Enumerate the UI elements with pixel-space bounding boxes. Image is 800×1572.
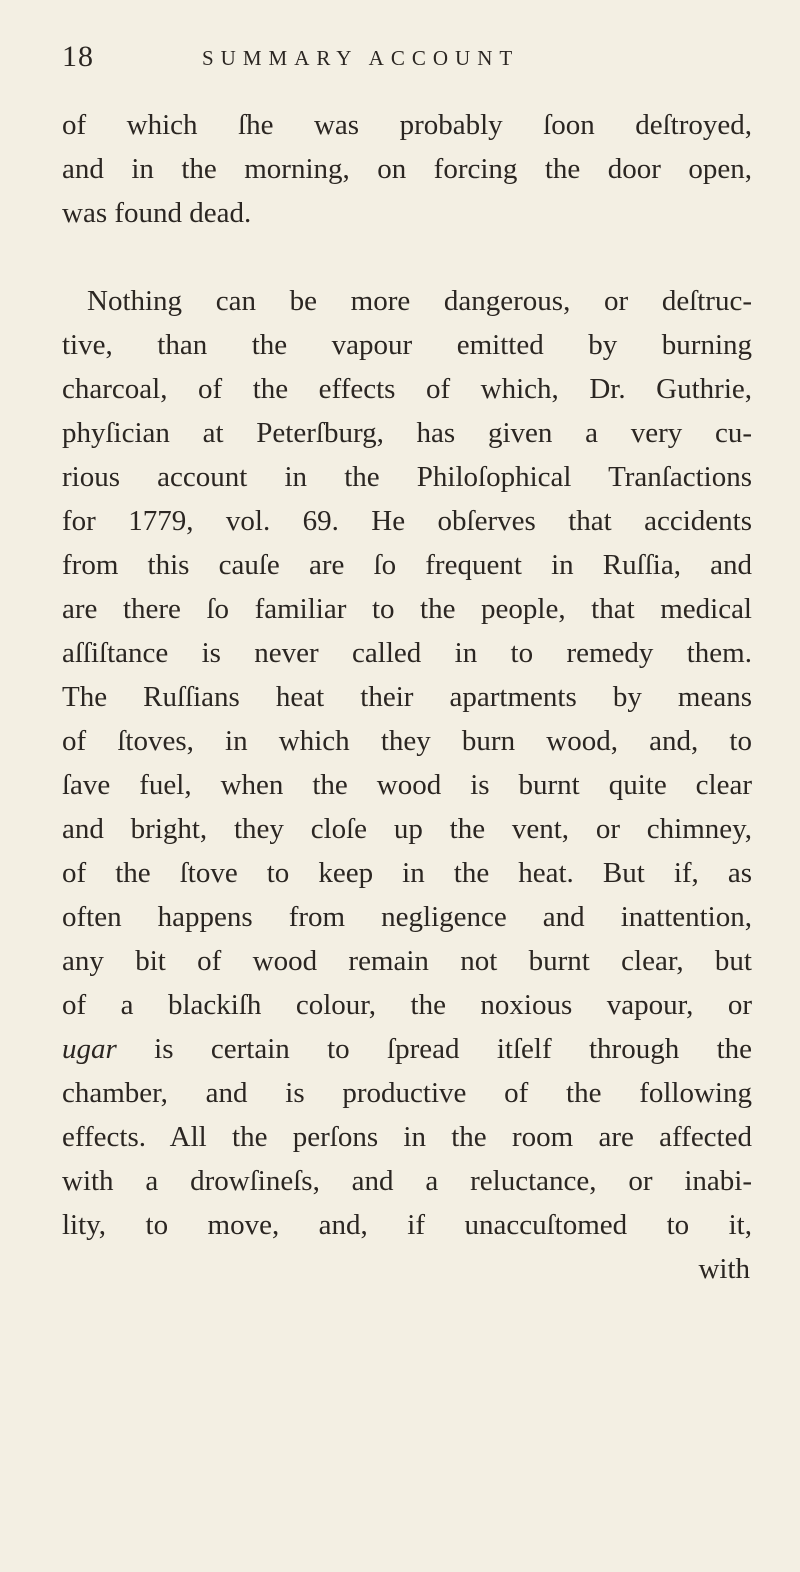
text-line: Nothing can be more dangerous, or deſtruc- (87, 285, 752, 317)
text-line: any bit of wood remain not burnt clear, but (62, 945, 752, 977)
text-line: The Ruſſians heat their apartments by means (62, 681, 752, 713)
text-line-rest: is certain to ſpread itſelf through the (154, 1033, 752, 1065)
page-number: 18 (62, 40, 94, 73)
text-line: with a drowſineſs, and a reluctance, or inabi- (62, 1165, 752, 1197)
text-line: charcoal, of the effects of which, Dr. Guthrie, (62, 373, 752, 405)
text-line: tive, than the vapour emitted by burning (62, 329, 752, 361)
paragraph-gap (62, 235, 752, 279)
text-line: for 1779, vol. 69. He obſerves that accidents (62, 505, 752, 537)
text-line: chamber, and is productive of the following (62, 1077, 752, 1109)
text-line: lity, to move, and, if unaccuſtomed to it, (62, 1209, 752, 1241)
text-line: from this cauſe are ſo frequent in Ruſſia, and (62, 549, 752, 581)
text-line: was found dead. (62, 197, 252, 229)
catchword: with (698, 1253, 750, 1285)
running-title: SUMMARY ACCOUNT (202, 46, 520, 70)
text-line: and bright, they cloſe up the vent, or chimney, (62, 813, 752, 845)
text-line: and in the morning, on forcing the door open, (62, 153, 752, 185)
running-head (62, 40, 730, 80)
text-line: are there ſo familiar to the people, that medical (62, 593, 752, 625)
text-line: effects. All the perſons in the room are affected (62, 1121, 752, 1153)
italic-term: ugar (62, 1033, 117, 1065)
text-line: of a blackiſh colour, the noxious vapour, or (62, 989, 752, 1021)
text-line: ſave fuel, when the wood is burnt quite clear (62, 769, 752, 801)
text-line: of ſtoves, in which they burn wood, and, to (62, 725, 752, 757)
text-line: of the ſtove to keep in the heat. But if, as (62, 857, 752, 889)
text-line: of which ſhe was probably ſoon deſtroyed, (62, 109, 752, 141)
text-line: rious account in the Philoſophical Tranſactions (62, 461, 752, 493)
text-line-with-italic (62, 1027, 752, 1071)
text-line: aſſiſtance is never called in to remedy them. (62, 637, 752, 669)
text-line: phyſician at Peterſburg, has given a very cu- (62, 417, 752, 449)
text-line: often happens from negligence and inattention, (62, 901, 752, 933)
body-text (62, 103, 752, 1291)
